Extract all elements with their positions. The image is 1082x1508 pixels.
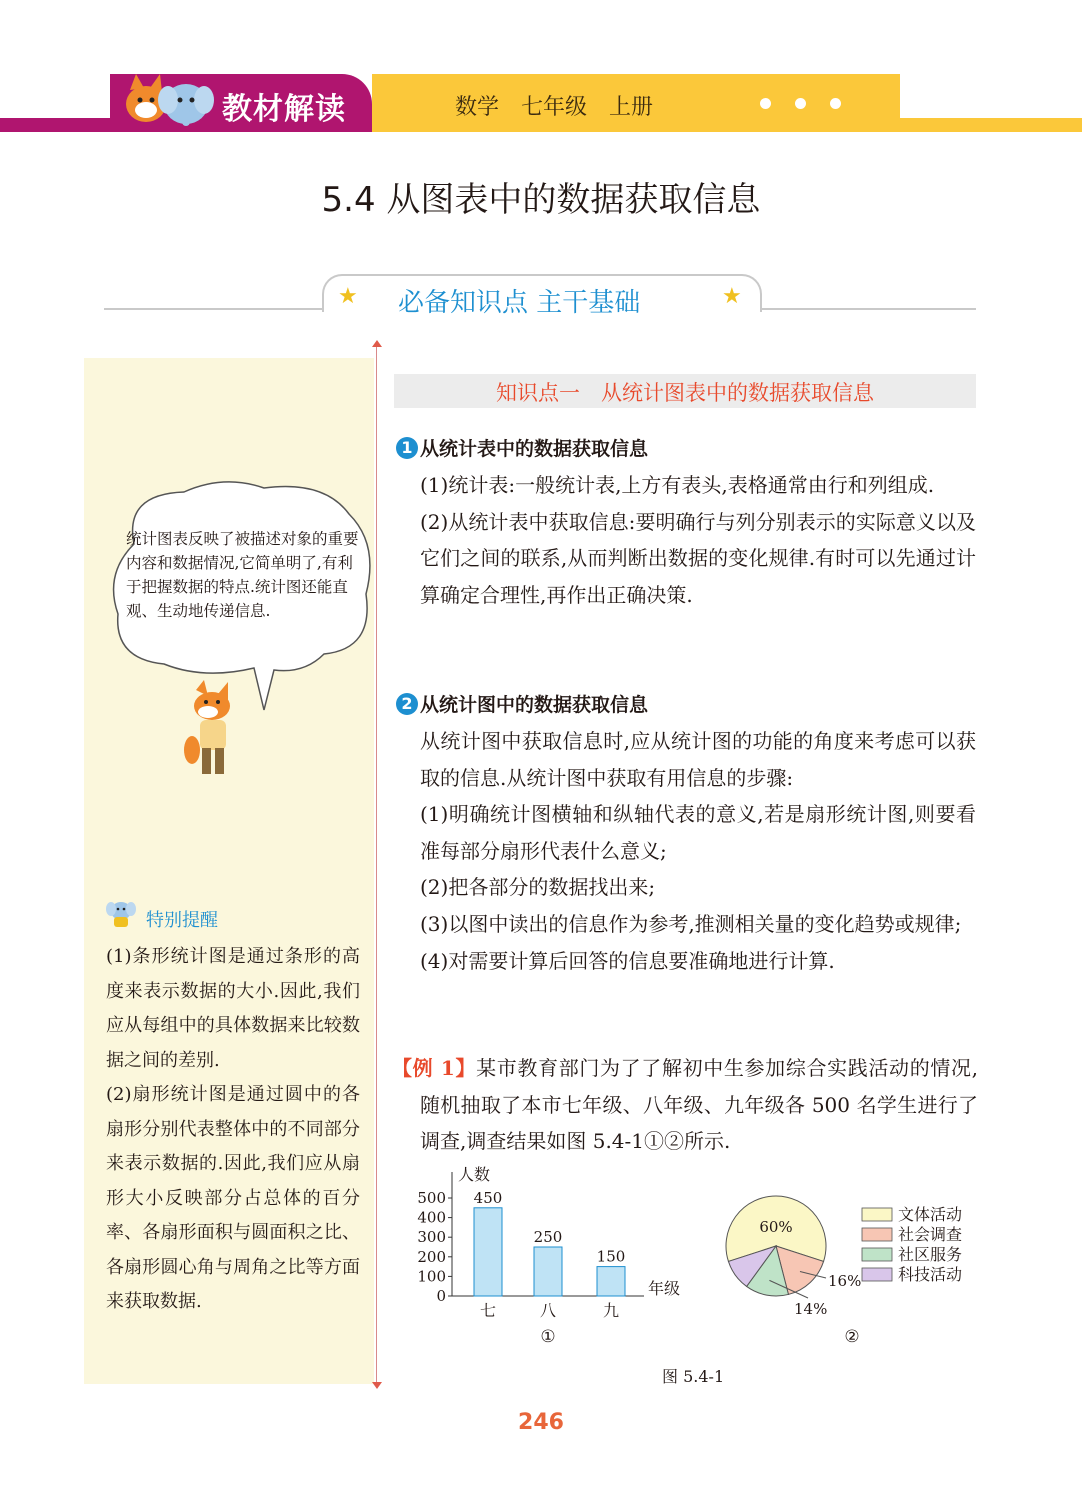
item1-paragraph: (1)统计表:一般统计表,上方有表头,表格通常由行和列组成. [420,473,935,497]
y-tick-label: 300 [417,1228,446,1247]
x-axis-label: 年级 [648,1279,681,1298]
tip-paragraph: (2)扇形统计图是通过圆中的各扇形分别代表整体中的不同部分来表示数据的.因此,我们应从扇形大小反映部分占总体的百分率、各扇形面积与圆面积之比、各扇形圆心角与周角之比等方面来获取数据. [106,1084,360,1312]
tip-paragraph: (1)条形统计图是通过条形的高度来表示数据的大小.因此,我们应从每组中的具体数据来比较数据之间的差别. [106,946,360,1071]
item-number-badge: 2 [396,693,418,715]
legend-swatch [862,1228,892,1241]
item1-heading: 从统计表中的数据获取信息 [420,438,649,460]
star-icon: ★ [722,284,742,309]
chapter-title: 5.4 从图表中的数据获取信息 [321,180,761,220]
chart-marker: ① [540,1327,556,1347]
tip-text [106,940,360,1320]
x-tick-label: 九 [602,1301,620,1320]
bar [597,1267,625,1296]
header-dot [795,98,806,109]
triangle-down-icon [372,1382,382,1389]
legend-label: 文体活动 [898,1205,963,1224]
y-axis-label: 人数 [458,1165,491,1184]
page-number: 246 [518,1410,564,1435]
item2-paragraph: (4)对需要计算后回答的信息要准确地进行计算. [420,948,835,973]
x-tick-label: 七 [479,1301,497,1320]
bar-value-label: 450 [473,1188,503,1207]
example-label: 【例 1】 [392,1056,477,1080]
pie-chart [712,1190,984,1350]
section-title: 必备知识点 主干基础 [398,288,641,318]
item1-body [420,467,976,613]
item2-paragraph: (1)明确统计图横轴和纵轴代表的意义,若是扇形统计图,则要看准每部分扇形代表什么意义; [420,802,976,863]
knowledge-point-title: 知识点一 从统计图表中的数据获取信息 [496,381,874,405]
chart-marker: ② [844,1327,860,1347]
triangle-up-icon [372,340,382,347]
item2-paragraph: (3)以图中读出的信息作为参考,推测相关量的变化趋势或规律; [420,911,962,936]
pie-slice-label: 16% [828,1272,862,1290]
example-text: 某市教育部门为了了解初中生参加综合实践活动的情况,随机抽取了本市七年级、八年级、九年级各 500 名学生进行了调查,调查结果如图 5.4-1①②所示. [420,1056,978,1154]
legend-swatch [862,1248,892,1261]
tip-title: 特别提醒 [146,910,218,931]
legend-swatch [862,1268,892,1281]
y-tick-label: 100 [417,1267,446,1286]
pie-slice-label: 60% [759,1218,793,1236]
y-tick-label: 200 [417,1247,446,1266]
bubble-text: 统计图表反映了被描述对象的重要内容和数据情况,它简单明了,有利于把握数据的特点.统计图还能直观、生动地传递信息. [126,530,359,620]
header-subject-bar-extension [900,118,1082,132]
bar-chart [412,1160,702,1350]
bar-value-label: 250 [533,1228,563,1246]
fox-mascot-illustration [178,680,258,780]
legend-label: 科技活动 [898,1265,963,1284]
legend-label: 社会调查 [898,1225,963,1244]
item2-paragraph: (2)把各部分的数据找出来; [420,875,656,900]
header-dot [760,98,771,109]
elephant-mascot-icon [104,897,138,929]
figure-caption: 图 5.4-1 [662,1367,725,1386]
y-tick-label: 400 [417,1208,446,1227]
book-title: 教材解读 [222,92,346,127]
item2-heading: 从统计图中的数据获取信息 [420,694,649,716]
item1-paragraph: (2)从统计表中获取信息:要明确行与列分别表示的实际意义以及它们之间的联系,从而判断出数据的变化规律.有时可以先通过计算确定合理性,再作出正确决策. [420,509,976,607]
bar [534,1247,562,1296]
bar [474,1208,502,1296]
mascot-illustration [116,70,216,132]
subject-label: 数学 七年级 上册 [455,95,654,120]
item-number-badge: 1 [396,437,418,459]
legend-label: 社区服务 [898,1245,963,1264]
legend-swatch [862,1208,892,1221]
x-tick-label: 八 [539,1301,557,1320]
bar-value-label: 150 [596,1247,626,1266]
item2-paragraph: 从统计图中获取信息时,应从统计图的功能的角度来考虑可以获取的信息.从统计图中获取有用信息的步骤: [420,729,976,790]
example [392,1050,978,1160]
y-tick-label: 0 [436,1287,446,1305]
item2-body [420,723,976,979]
star-icon: ★ [338,284,358,309]
y-tick-label: 500 [417,1189,446,1207]
pie-slice-label: 14% [794,1300,828,1318]
header-dot [830,98,841,109]
column-divider [376,346,377,1386]
